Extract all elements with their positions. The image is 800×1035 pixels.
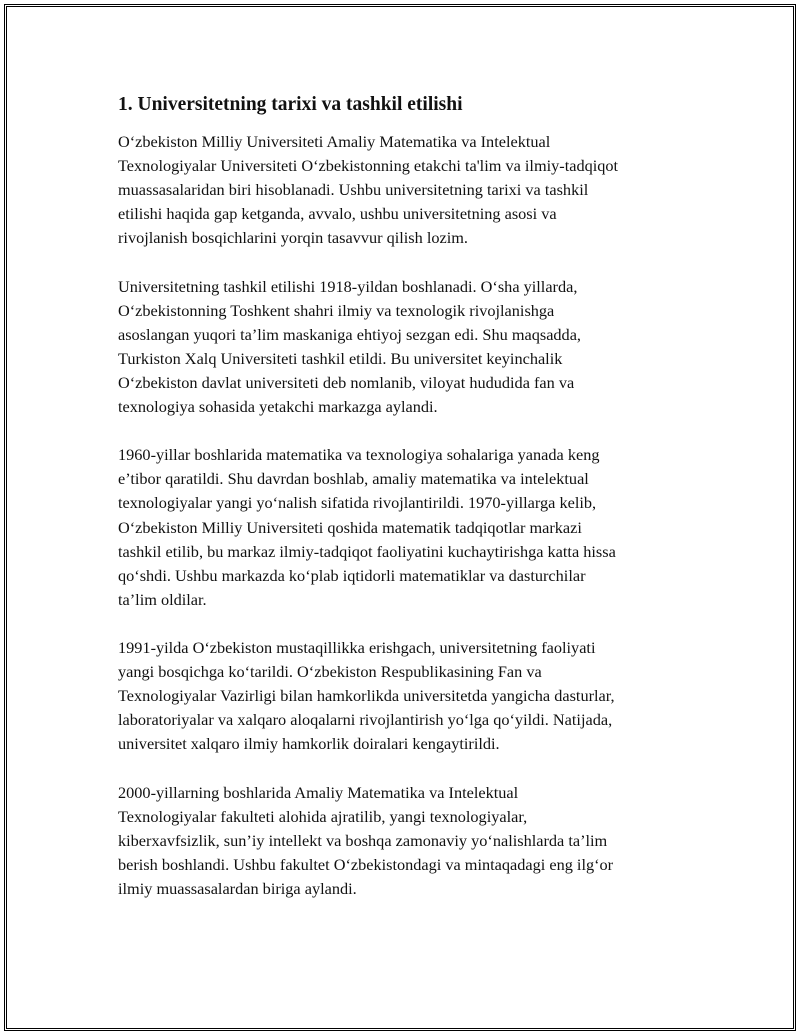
text-line: texnologiya sohasida yetakchi markazga aylandi. (118, 397, 438, 417)
text-line: tashkil etilib, bu markaz ilmiy-tadqiqot faoliyatini kuchaytirishga katta hissa (118, 541, 616, 561)
paragraph (118, 636, 698, 756)
text-line: kiberxavfsizlik, sun’iy intellekt va boshqa zamonaviy yo‘nalishlarda ta’lim (118, 830, 608, 850)
text-line: texnologiyalar yangi yo‘nalish sifatida rivojlantirildi. 1970-yillarga kelib, (118, 493, 597, 513)
text-line: asoslangan yuqori ta’lim maskaniga ehtiyoj sezgan edi. Shu maqsadda, (118, 324, 581, 344)
text-line: 1991-yilda O‘zbekiston mustaqillikka erishgach, universitetning faoliyati (118, 637, 596, 657)
text-line: ta’lim oldilar. (118, 589, 207, 609)
text-line: Texnologiyalar Vazirligi bilan hamkorlikda universitetda yangicha dasturlar, (118, 686, 615, 706)
text-line: Universitetning tashkil etilishi 1918-yildan boshlanadi. O‘sha yillarda, (118, 276, 578, 296)
section-heading: 1. Universitetning tarixi va tashkil etilishi (118, 94, 463, 115)
text-line: O‘zbekiston Milliy Universiteti qoshida matematik tadqiqotlar markazi (118, 517, 582, 537)
text-line: rivojlanish bosqichlarini yorqin tasavvur qilish lozim. (118, 228, 468, 248)
text-line: etilishi haqida gap ketganda, avvalo, ushbu universitetning asosi va (118, 204, 557, 224)
text-line: O‘zbekistonning Toshkent shahri ilmiy va texnologik rivojlanishga (118, 300, 555, 320)
text-line: berish boshlandi. Ushbu fakultet O‘zbekistondagi va mintaqadagi eng ilg‘or (118, 854, 614, 874)
text-line: O‘zbekiston Milliy Universiteti Amaliy Matematika va Intelektual (118, 132, 551, 151)
paragraph (118, 275, 698, 420)
document-body (118, 92, 698, 925)
text-line: universitet xalqaro ilmiy hamkorlik doiralari kengaytirildi. (118, 734, 500, 754)
text-line: ilmiy muassasalardan biriga aylandi. (118, 878, 357, 898)
text-line: O‘zbekiston davlat universiteti deb nomlanib, viloyat hududida fan va (118, 372, 575, 392)
text-line: muassasalaridan biri hisoblanadi. Ushbu universitetning tarixi va tashkil (118, 180, 589, 200)
paragraph (118, 781, 698, 901)
paragraph (118, 130, 698, 250)
text-line: qo‘shdi. Ushbu markazda ko‘plab iqtidorli matematiklar va dasturchilar (118, 565, 586, 585)
text-line: 1960-yillar boshlarida matematika va texnologiya sohalariga yanada keng (118, 445, 600, 465)
text-line: 2000-yillarning boshlarida Amaliy Matematika va Intelektual (118, 782, 519, 802)
text-line: Turkiston Xalq Universiteti tashkil etildi. Bu universitet keyinchalik (118, 348, 563, 368)
text-line: e’tibor qaratildi. Shu davrdan boshlab, amaliy matematika va intelektual (118, 469, 589, 489)
text-line: Texnologiyalar fakulteti alohida ajratilib, yangi texnologiyalar, (118, 806, 528, 826)
text-line: yangi bosqichga ko‘tarildi. O‘zbekiston Respublikasining Fan va (118, 662, 542, 682)
paragraph (118, 443, 698, 612)
text-line: Texnologiyalar Universiteti O‘zbekistonning etakchi ta'lim va ilmiy-tadqiqot (118, 156, 619, 176)
text-line: laboratoriyalar va xalqaro aloqalarni rivojlantirish yo‘lga qo‘yildi. Natijada, (118, 710, 613, 730)
